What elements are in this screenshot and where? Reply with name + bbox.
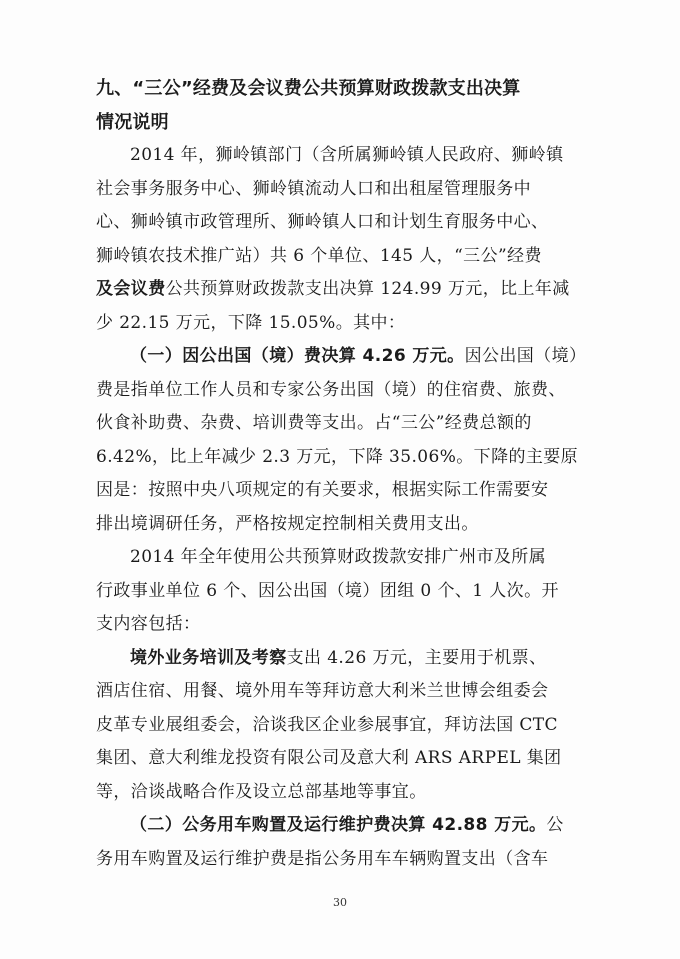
abroad-line-6: 排出境调研任务，严格按规定控制相关费用支出。 xyxy=(96,513,479,534)
abroad-line-5: 因是：按照中央八项规定的有关要求，根据实际工作需要安 xyxy=(96,480,549,500)
arrangement-line-1: 2014 年全年使用公共预算财政拨款安排广州市及所属 xyxy=(130,547,547,567)
arrangement-line-3: 支内容包括： xyxy=(96,614,201,634)
intro-line-6: 少 22.15 万元，下降 15.05%。其中： xyxy=(96,312,406,333)
intro-line-5-rest: 公共预算财政拨款支出决算 124.99 万元，比上年减 xyxy=(165,279,570,299)
training-line-1 xyxy=(96,642,588,676)
intro-line-3: 心、狮岭镇市政管理所、狮岭镇人口和计划生育服务中心、 xyxy=(96,212,549,232)
vehicle-heading: （二）公务用车购置及运行维护费决算 42.88 万元。 xyxy=(130,815,547,835)
page-number: 30 xyxy=(333,896,347,909)
intro-line-1: 2014 年，狮岭镇部门（含所属狮岭镇人民政府、狮岭镇 xyxy=(130,145,564,165)
training-line-4: 集团、意大利维龙投资有限公司及意大利 ARS ARPEL 集团 xyxy=(96,748,562,768)
abroad-heading: （一）因公出国（境）费决算 4.26 万元。 xyxy=(130,346,465,366)
page-content xyxy=(96,72,588,876)
vehicle-line-1 xyxy=(96,809,588,843)
intro-line-5 xyxy=(96,273,588,307)
training-line-1-rest: 支出 4.26 万元，主要用于机票、 xyxy=(286,647,547,668)
intro-bold-phrase: 及会议费 xyxy=(96,279,166,299)
abroad-line-3: 伙食补助费、杂费、培训费等支出。占“三公”经费总额的 xyxy=(96,413,532,433)
training-line-3: 皮革专业展组委会，洽谈我区企业参展事宜，拜访法国 CTC xyxy=(96,714,558,735)
training-heading: 境外业务培训及考察 xyxy=(130,647,287,668)
training-line-2: 酒店住宿、用餐、境外用车等拜访意大利米兰世博会组委会 xyxy=(96,681,549,701)
intro-line-4: 狮岭镇农技术推广站）共 6 个单位、145 人，“三公”经费 xyxy=(96,245,542,266)
vehicle-line-2: 务用车购置及运行维护费是指公务用车车辆购置支出（含车 xyxy=(96,848,549,869)
abroad-line-2: 费是指单位工作人员和专家公务出国（境）的住宿费、旅费、 xyxy=(96,379,566,400)
abroad-line-4: 6.42%，比上年减少 2.3 万元，下降 35.06%。下降的主要原 xyxy=(96,446,579,467)
section-title-line-2: 情况说明 xyxy=(96,111,169,133)
abroad-line-1-rest: 因公出国（境） xyxy=(464,346,587,366)
section-title-line-1: 九、“三公”经费及会议费公共预算财政拨款支出决算 xyxy=(96,78,521,99)
training-line-5: 等，洽谈战略合作及设立总部基地等事宜。 xyxy=(96,781,427,802)
intro-line-2: 社会事务服务中心、狮岭镇流动人口和出租屋管理服务中 xyxy=(96,178,531,199)
abroad-line-1 xyxy=(96,340,588,374)
vehicle-line-1-rest: 公 xyxy=(546,815,564,835)
arrangement-line-2: 行政事业单位 6 个、因公出国（境）团组 0 个、1 人次。开 xyxy=(96,580,559,601)
